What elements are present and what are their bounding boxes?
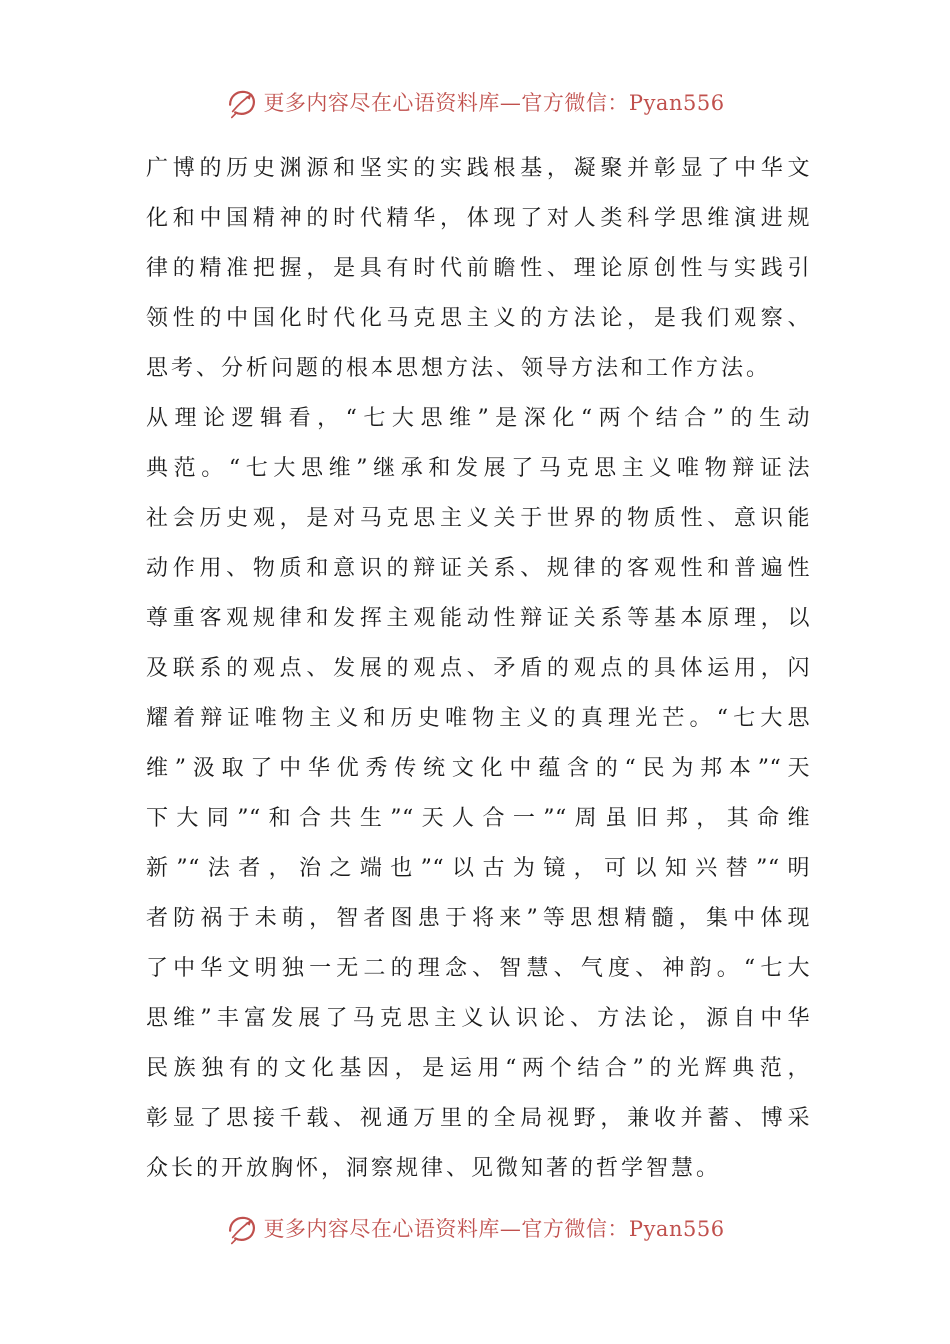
quill-pen-logo-icon (225, 1212, 259, 1246)
text-line: 从理论逻辑看，“七大思维”是深化“两个结合”的生动 (146, 406, 810, 431)
header-banner (0, 83, 950, 123)
text-line: 尊重客观规律和发挥主观能动性辩证关系等基本原理，以 (146, 606, 810, 631)
footer-banner (0, 1209, 950, 1249)
text-line: 典范。“七大思维”继承和发展了马克思主义唯物辩证法 (146, 456, 810, 481)
text-line: 了中华文明独一无二的理念、智慧、气度、神韵。“七大 (146, 956, 810, 981)
text-line: 社会历史观，是对马克思主义关于世界的物质性、意识能 (146, 506, 810, 531)
text-line: 彰显了思接千载、视通万里的全局视野，兼收并蓄、博采 (146, 1106, 810, 1131)
text-line: 及联系的观点、发展的观点、矛盾的观点的具体运用，闪 (146, 656, 810, 681)
header-banner-text: 更多内容尽在心语资料库—官方微信：Pyan556 (263, 91, 725, 115)
text-line: 维”汲取了中华优秀传统文化中蕴含的“民为邦本”“天 (146, 756, 810, 781)
text-line: 耀着辩证唯物主义和历史唯物主义的真理光芒。“七大思 (146, 706, 810, 731)
text-line: 众长的开放胸怀，洞察规律、见微知著的哲学智慧。 (146, 1156, 722, 1181)
document-body (146, 144, 810, 1194)
text-line: 广博的历史渊源和坚实的实践根基，凝聚并彰显了中华文 (146, 156, 810, 181)
text-line: 下大同”“和合共生”“天人合一”“周虽旧邦，其命维 (146, 806, 810, 831)
text-line: 动作用、物质和意识的辩证关系、规律的客观性和普遍性 (146, 556, 810, 581)
footer-banner-text: 更多内容尽在心语资料库—官方微信：Pyan556 (263, 1217, 725, 1241)
text-line: 领性的中国化时代化马克思主义的方法论，是我们观察、 (146, 306, 810, 331)
text-line: 民族独有的文化基因，是运用“两个结合”的光辉典范， (146, 1056, 810, 1081)
text-line: 思维”丰富发展了马克思主义认识论、方法论，源自中华 (146, 1006, 810, 1031)
text-line: 化和中国精神的时代精华，体现了对人类科学思维演进规 (146, 206, 810, 231)
text-line: 律的精准把握，是具有时代前瞻性、理论原创性与实践引 (146, 256, 810, 281)
text-line: 思考、分析问题的根本思想方法、领导方法和工作方法。 (146, 356, 772, 381)
quill-pen-logo-icon (225, 86, 259, 120)
text-line: 者防祸于未萌，智者图患于将来”等思想精髓，集中体现 (146, 906, 810, 931)
text-line: 新”“法者，治之端也”“以古为镜，可以知兴替”“明 (146, 856, 810, 881)
